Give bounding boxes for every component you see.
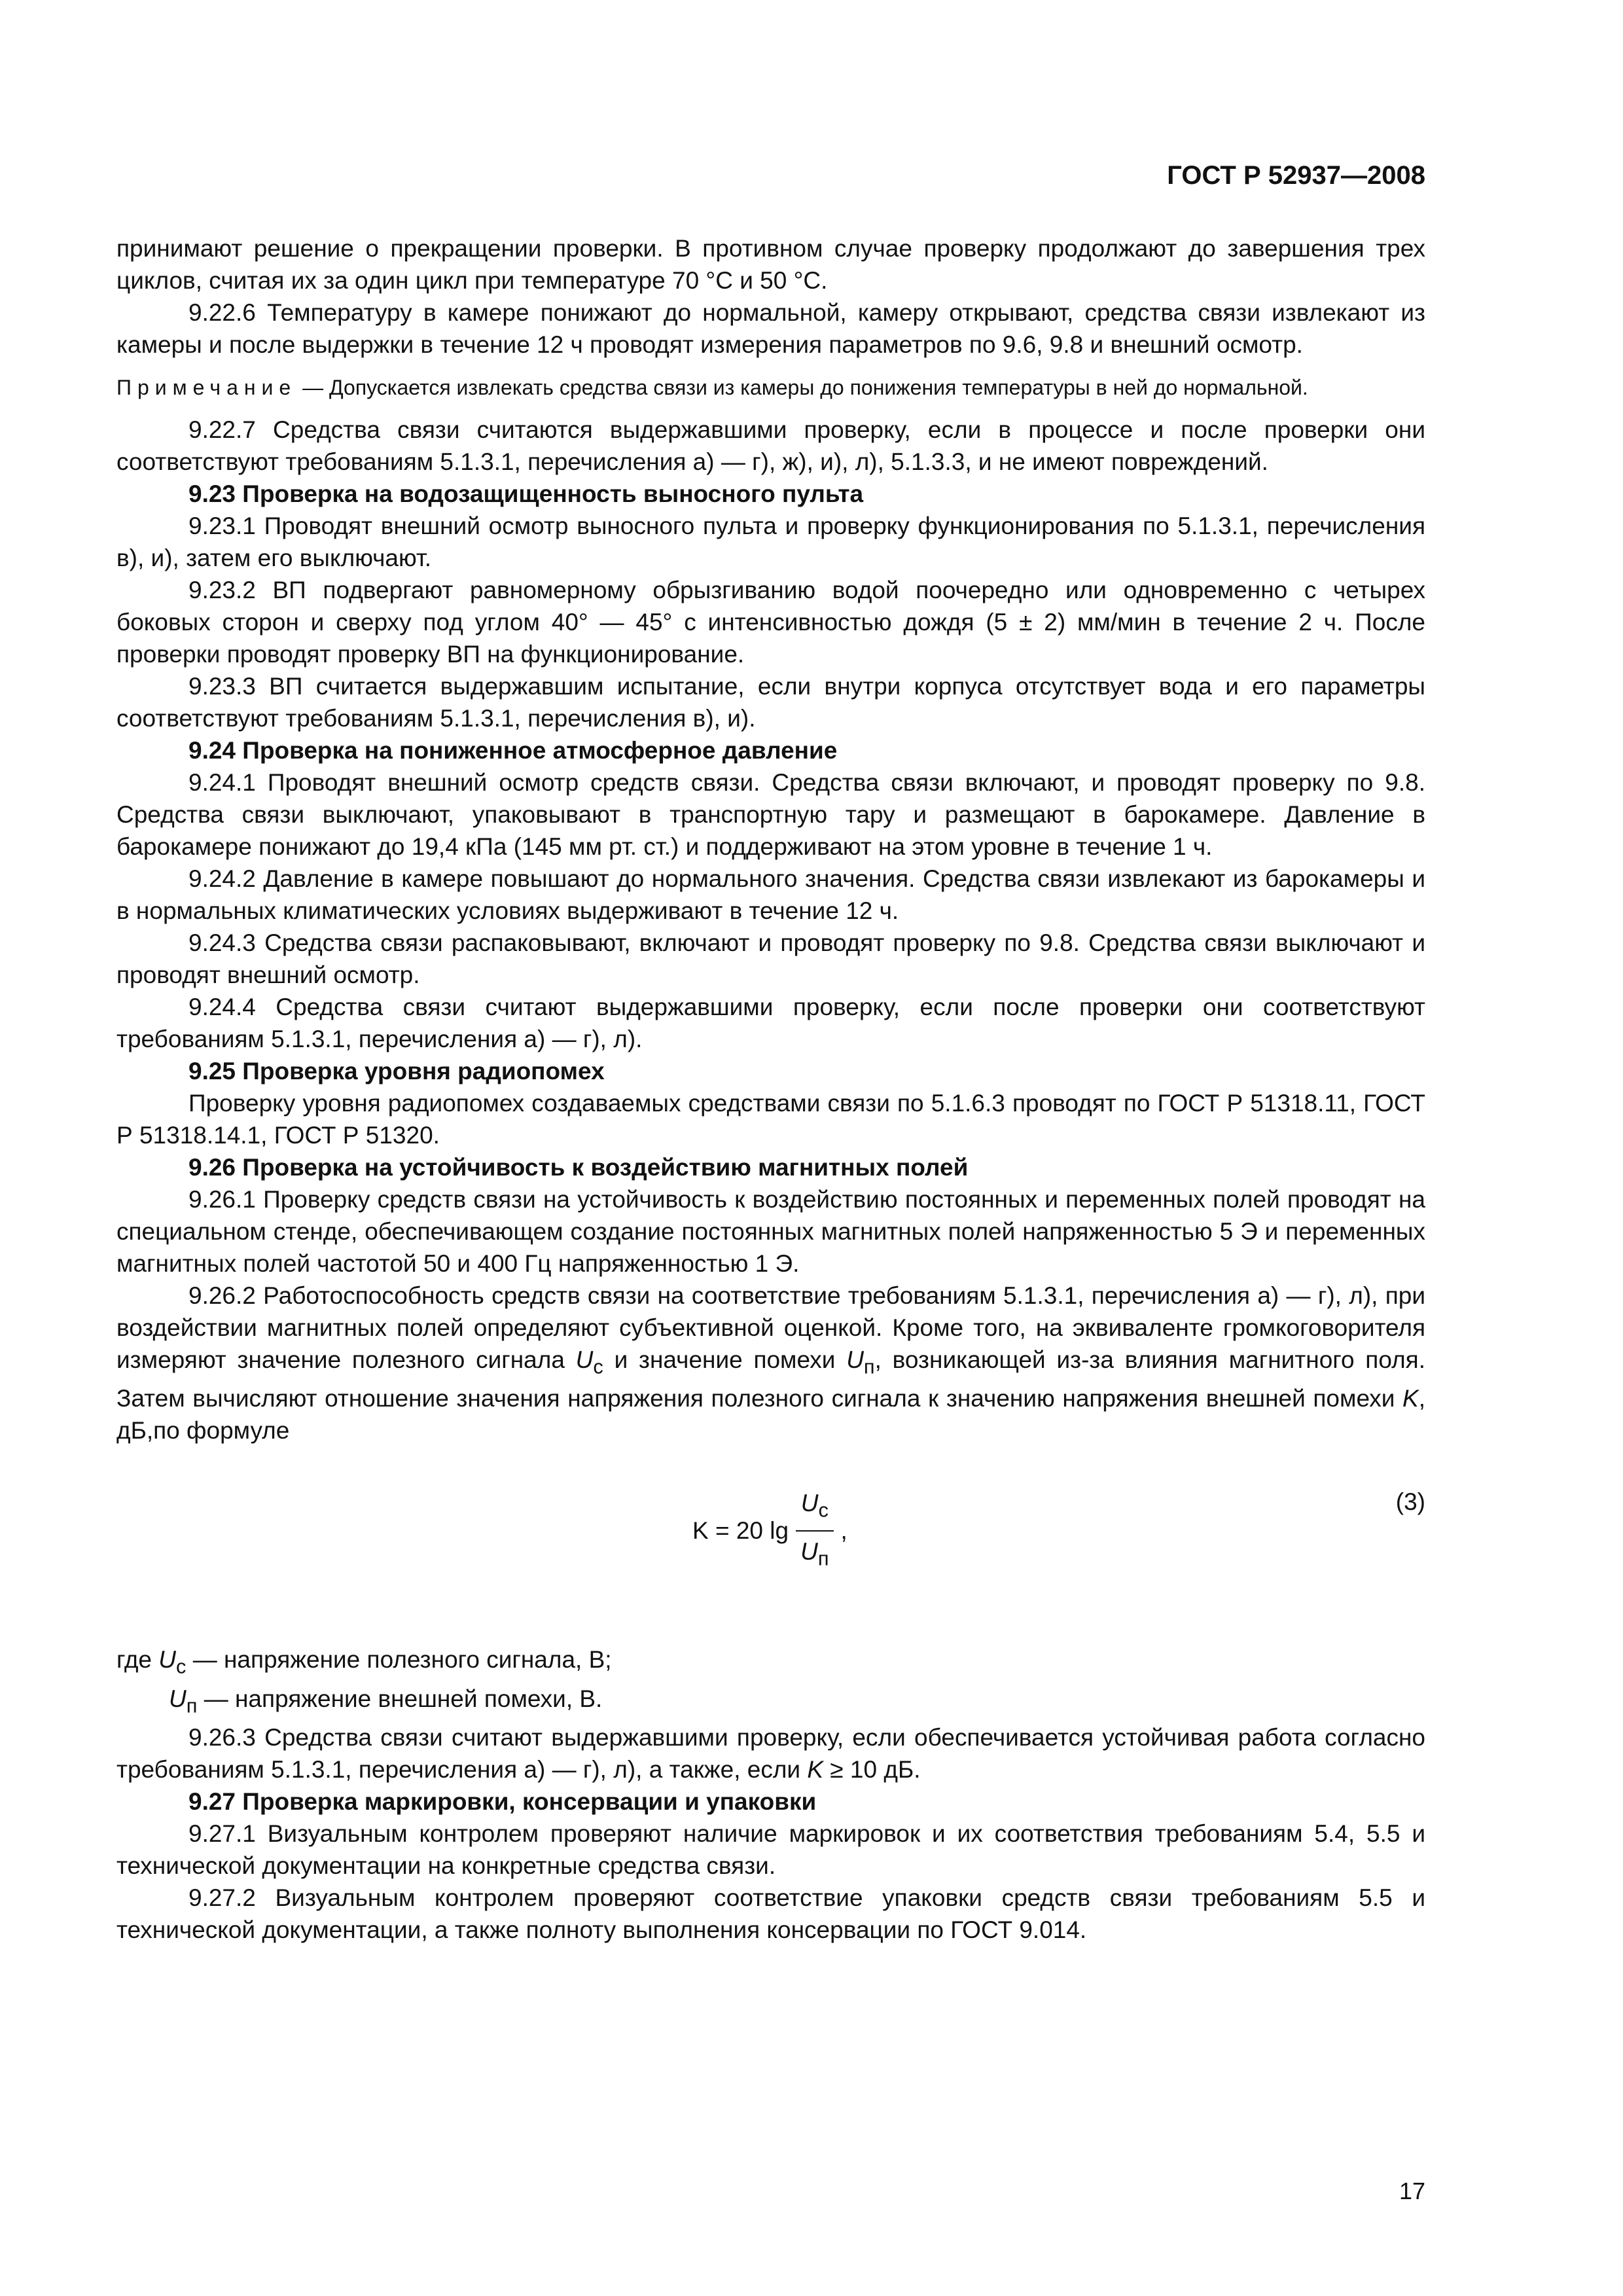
- subscript-p: п: [863, 1355, 875, 1378]
- section-heading-9-27: 9.27 Проверка маркировки, консервации и упаковки: [188, 1788, 817, 1816]
- paragraph: принимают решение о прекращении проверки. В противном случае проверку продолжают до завершения трех циклов, считая их за один цикл при температуре 70 °С и 50 °С.: [116, 235, 1425, 294]
- formula: [692, 1487, 847, 1574]
- section-heading-9-23: 9.23 Проверка на водозащищенность выносного пульта: [188, 480, 864, 507]
- paragraph: Проверку уровня радиопомех создаваемых средствами связи по 5.1.6.3 проводят по ГОСТ Р 51318.11, ГОСТ Р 51318.14.1, ГОСТ Р 51320.: [116, 1090, 1425, 1149]
- paragraph: 9.23.3 ВП считается выдержавшим испытание, если внутри корпуса отсутствует вода и его параметры соответствуют требованиям 5.1.3.1, перечисления в), и).: [116, 673, 1425, 732]
- paragraph: 9.23.2 ВП подвергают равномерному обрызгиванию водой поочередно или одновременно с четырех боковых сторон и сверху под углом 40° — 45° с интенсивностью дождя (5 ± 2) мм/мин в течение 2 ч. После проверки проводят проверку ВП на функционирование.: [116, 577, 1425, 668]
- note-text: — Допускается извлекать средства связи из камеры до понижения температуры в ней до нормальной.: [296, 376, 1308, 399]
- paragraph: 9.27.1 Визуальным контролем проверяют наличие маркировок и их соответствия требованиям 5.4, 5.5 и технической документации на конкретные средства связи.: [116, 1820, 1425, 1880]
- standard-id: ГОСТ Р 52937—2008: [1167, 161, 1425, 190]
- section-heading-9-26: 9.26 Проверка на устойчивость к воздействию магнитных полей: [188, 1154, 969, 1181]
- where-line: где $U_c$ — напряжение полезного сигнала, В;: [116, 1646, 612, 1678]
- paragraph: 9.26.2 Работоспособность средств связи на соответствие требованиям 5.1.3.1, перечисления а) — г), л), при воздействии магнитных полей определяют субъективной оценкой. Кроме того, на эквиваленте громкоговорителя измеряют значение полезного сигнала $U_c$ и значение помехи $U_п$, возникающей из-за влияния магнитного поля. Затем вычисляют отношение значения напряжения полезного сигнала к значению напряжения внешней помехи K, дБ,по формуле: [116, 1282, 1426, 1444]
- subscript-c: c: [593, 1355, 603, 1378]
- section-heading-9-24: 9.24 Проверка на пониженное атмосферное давление: [188, 737, 838, 764]
- note-label: Примечание: [116, 376, 297, 399]
- document-body: [116, 232, 1425, 1946]
- symbol-u: U: [846, 1346, 864, 1373]
- formula-lhs: K = 20 lg: [692, 1517, 789, 1545]
- paragraph: 9.26.3 Средства связи считают выдержавшими проверку, если обеспечивается устойчивая работа согласно требованиям 5.1.3.1, перечисления а) — г), л), а также, если K ≥ 10 дБ.: [116, 1724, 1425, 1784]
- paragraph: 9.24.1 Проводят внешний осмотр средств связи. Средства связи включают, и проводят проверку по 9.8. Средства связи выключают, упаковывают в транспортную тару и размещают в барокамере. Давление в барокамере понижают до 19,4 кПа (145 мм рт. ст.) и поддерживают на этом уровне в течение 1 ч.: [116, 769, 1425, 860]
- fraction-denominator: $U_п$: [800, 1537, 829, 1570]
- equation-number: (3): [1395, 1488, 1425, 1516]
- paragraph: 9.23.1 Проводят внешний осмотр выносного пульта и проверку функционирования по 5.1.3.1, перечисления в), и), затем его выключают.: [116, 512, 1425, 571]
- fraction-numerator: $U_c$: [796, 1487, 834, 1531]
- paragraph: 9.22.6 Температуру в камере понижают до нормальной, камеру открывают, средства связи извлекают из камеры и после выдержки в течение 12 ч проводят измерения параметров по 9.6, 9.8 и внешний осмотр.: [116, 299, 1425, 358]
- symbol-k: K: [1402, 1385, 1419, 1412]
- paragraph: 9.22.7 Средства связи считаются выдержавшими проверку, если в процессе и после проверки они соответствуют требованиям 5.1.3.1, перечисления а) — г), ж), и), л), 5.1.3.3, и не имеют повреждений.: [116, 416, 1425, 475]
- document-header: [1164, 159, 1425, 192]
- note: [116, 374, 1425, 402]
- paragraph: 9.24.4 Средства связи считают выдержавшими проверку, если после проверки они соответствуют требованиям 5.1.3.1, перечисления а) — г), л).: [116, 994, 1425, 1052]
- formula-tail: ,: [840, 1517, 847, 1545]
- formula-block: [116, 1474, 1425, 1615]
- fraction: [795, 1487, 834, 1574]
- paragraph: 9.27.2 Визуальным контролем проверяют соответствие упаковки средств связи требованиям 5.5 и технической документации, а также полноту выполнения консервации по ГОСТ 9.014.: [116, 1884, 1425, 1944]
- paragraph: 9.26.1 Проверку средств связи на устойчивость к воздействию постоянных и переменных полей проводят на специальном стенде, обеспечивающем создание постоянных магнитных полей напряженностью 5 Э и переменных магнитных полей частотой 50 и 400 Гц напряженностью 1 Э.: [116, 1186, 1425, 1277]
- section-heading-9-25: 9.25 Проверка уровня радиопомех: [188, 1058, 605, 1085]
- symbol-u: U: [575, 1346, 594, 1373]
- paragraph: 9.24.2 Давление в камере повышают до нормального значения. Средства связи извлекают из барокамеры и в нормальных климатических условиях выдерживают в течение 12 ч.: [116, 865, 1425, 924]
- where-line: $U_п$ — напряжение внешней помехи, В.: [169, 1685, 603, 1717]
- paragraph: 9.24.3 Средства связи распаковывают, включают и проводят проверку по 9.8. Средства связи выключают и проводят внешний осмотр.: [116, 929, 1425, 988]
- page-number: 17: [1399, 2178, 1425, 2204]
- symbol-k: K: [807, 1756, 824, 1784]
